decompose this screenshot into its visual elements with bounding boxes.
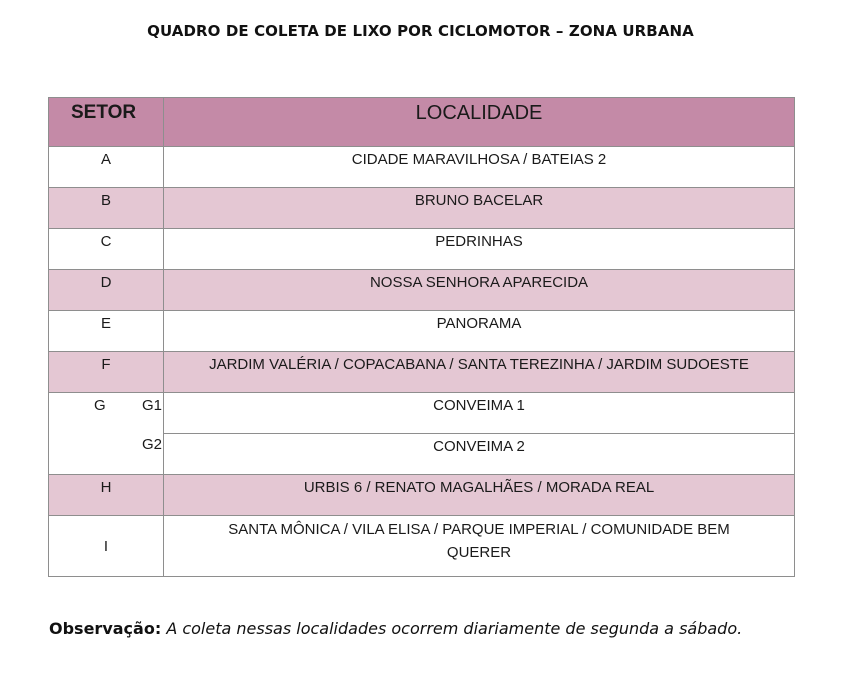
table-row [49, 270, 795, 311]
localidade-cell: PEDRINHAS [164, 229, 795, 270]
localidade-line: QUERER [446, 544, 512, 561]
collection-table [48, 97, 795, 577]
setor-g-label: G [94, 397, 106, 414]
setor-cell: C [49, 229, 164, 270]
observation-text: A coleta nessas localidades ocorrem diariamente de segunda a sábado. [166, 619, 743, 638]
table-row [49, 311, 795, 352]
localidade-cell: URBIS 6 / RENATO MAGALHÃES / MORADA REAL [164, 475, 795, 516]
table-row [49, 516, 795, 577]
localidade-cell: CONVEIMA 2 [164, 434, 795, 475]
setor-cell: F [49, 352, 164, 393]
observation-note [49, 619, 742, 638]
table-row [49, 229, 795, 270]
localidade-line: SANTA MÔNICA / VILA ELISA / PARQUE IMPERIAL / COMUNIDADE BEM [228, 521, 730, 538]
page-title: QUADRO DE COLETA DE LIXO POR CICLOMOTOR – ZONA URBANA [147, 22, 694, 40]
setor-group-cell [49, 393, 164, 475]
localidade-cell: NOSSA SENHORA APARECIDA [164, 270, 795, 311]
localidade-cell: CIDADE MARAVILHOSA / BATEIAS 2 [164, 147, 795, 188]
observation-label: Observação: [49, 619, 162, 638]
localidade-cell: BRUNO BACELAR [164, 188, 795, 229]
table-row [49, 147, 795, 188]
setor-cell: D [49, 270, 164, 311]
setor-g2-label: G2 [141, 436, 162, 453]
setor-cell: H [49, 475, 164, 516]
column-header-localidade: LOCALIDADE [164, 98, 795, 147]
setor-cell: I [49, 516, 164, 577]
setor-cell: E [49, 311, 164, 352]
setor-cell: B [49, 188, 164, 229]
table-row [49, 393, 795, 434]
localidade-cell: PANORAMA [164, 311, 795, 352]
setor-g1-label: G1 [141, 397, 162, 414]
column-header-setor: SETOR [49, 98, 164, 147]
table-row [49, 475, 795, 516]
table-row [49, 188, 795, 229]
table-header-row [49, 98, 795, 147]
localidade-cell [164, 516, 795, 577]
localidade-cell: CONVEIMA 1 [164, 393, 795, 434]
localidade-cell: JARDIM VALÉRIA / COPACABANA / SANTA TEREZINHA / JARDIM SUDOESTE [164, 352, 795, 393]
setor-cell: A [49, 147, 164, 188]
table-row [49, 352, 795, 393]
